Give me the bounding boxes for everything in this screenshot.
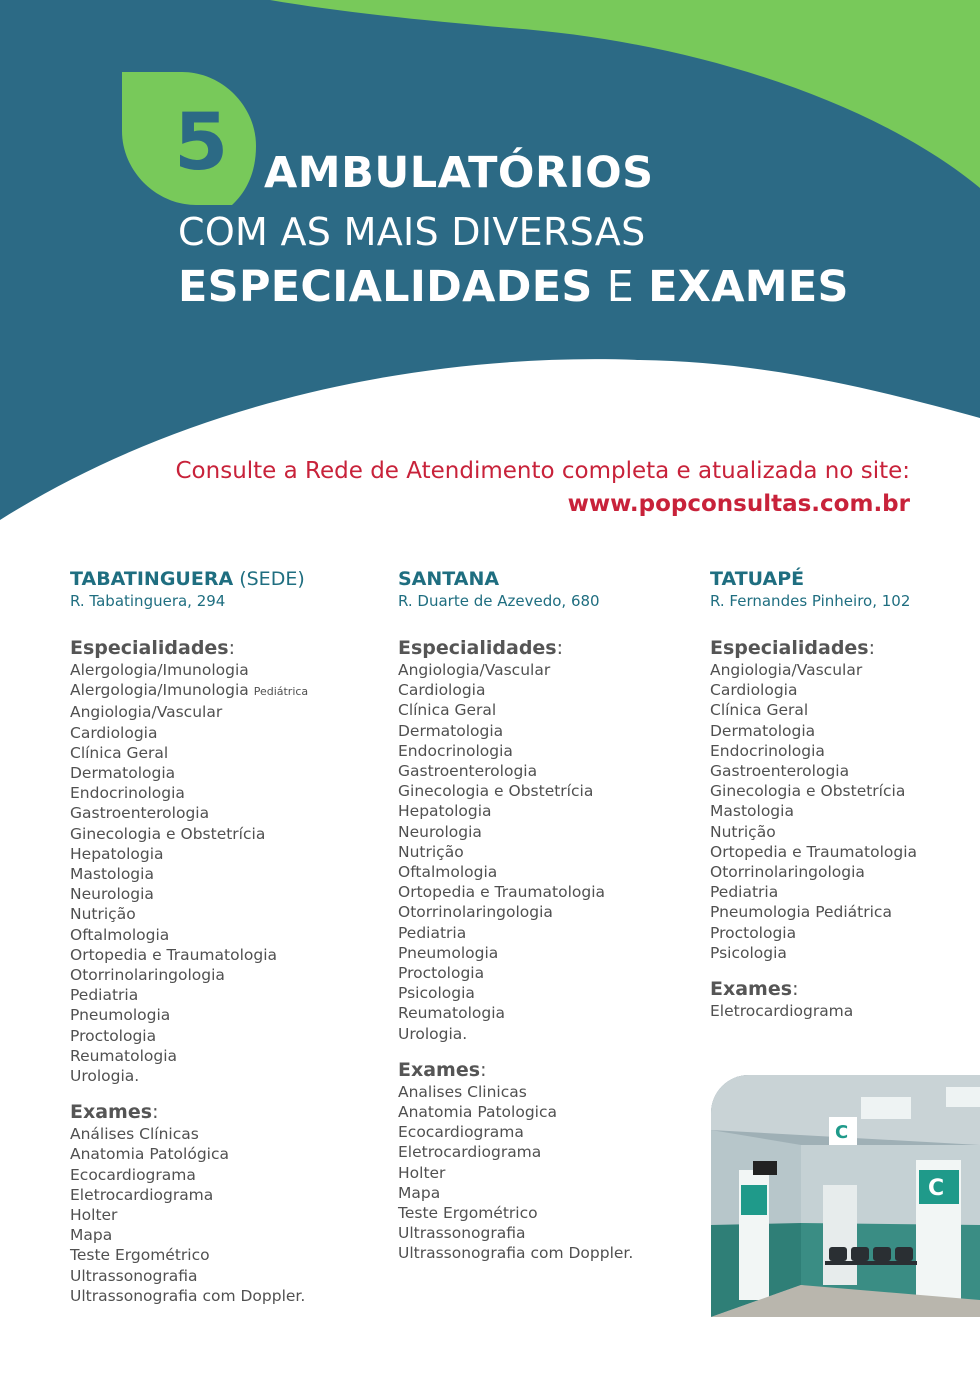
list-item: Eletrocardiograma [398, 1143, 542, 1162]
list-item: Psicologia [710, 943, 787, 962]
unit-column-tatuape [710, 568, 917, 1021]
hero-title-connector: E [592, 262, 649, 312]
list-item: Otorrinolaringologia [710, 863, 865, 882]
especialidades-list [70, 660, 308, 1086]
consult-block [176, 455, 911, 521]
list-item: Dermatologia [70, 764, 176, 783]
exames-list [710, 1001, 917, 1021]
list-item: Ultrassonografia [398, 1224, 526, 1243]
especialidades-heading: Especialidades: [398, 637, 564, 659]
list-item: Cardiologia [398, 681, 486, 700]
unit-address: R. Fernandes Pinheiro, 102 [710, 592, 911, 610]
list-item: Holter [70, 1206, 118, 1225]
list-item: Clínica Geral [710, 701, 809, 720]
list-item: Pediatria [70, 986, 139, 1005]
list-item: Anatomia Patologica [398, 1103, 557, 1122]
list-item: Proctologia [70, 1026, 157, 1045]
unit-tag: (SEDE) [233, 568, 305, 590]
list-item: Ultrassonografia [70, 1266, 198, 1285]
list-item: Urologia. [70, 1067, 140, 1086]
unit-name: SANTANA [398, 568, 500, 590]
list-item: Clínica Geral [70, 743, 169, 762]
ceiling-sign-letter: C [835, 1122, 849, 1143]
list-item: Ortopedia e Traumatologia [70, 945, 278, 964]
list-item: Gastroenterologia [710, 762, 850, 781]
list-item: Cardiologia [710, 681, 798, 700]
list-item: Dermatologia [398, 721, 504, 740]
list-item: Pneumologia [70, 1006, 171, 1025]
unit-column-tabatinguera [70, 568, 308, 1306]
unit-name [70, 568, 308, 590]
unit-name-text: TABATINGUERA [70, 568, 234, 590]
list-item: Angiologia/Vascular [70, 703, 223, 722]
list-item: Reumatologia [398, 1004, 506, 1023]
hero-title-exames: EXAMES [648, 262, 849, 312]
list-item: Ginecologia e Obstetrícia [70, 824, 266, 843]
list-item: Ginecologia e Obstetrícia [398, 782, 594, 801]
list-item: Ecocardiograma [398, 1123, 524, 1142]
list-item: Angiologia/Vascular [398, 661, 551, 679]
list-item: Clínica Geral [398, 701, 497, 720]
exames-heading: Exames: [398, 1058, 487, 1081]
list-item: Alergologia/Imunologia [70, 661, 249, 679]
list-item: Mastologia [70, 865, 154, 884]
hero-number: 5 [174, 98, 229, 188]
list-item: Endocrinologia [70, 784, 185, 803]
list-item: Hepatologia [70, 844, 164, 863]
list-item: Gastroenterologia [398, 762, 538, 781]
list-item: Teste Ergométrico [70, 1246, 210, 1265]
list-item: Mastologia [710, 802, 794, 821]
list-item: Análises Clínicas [70, 1125, 199, 1144]
list-item: Gastroenterologia [70, 804, 210, 823]
list-item: Hepatologia [398, 802, 492, 821]
exames-heading: Exames: [710, 978, 799, 1001]
clinic-waiting-room-photo [711, 1075, 980, 1317]
especialidades-heading: Especialidades: [70, 637, 236, 659]
website-link[interactable]: www.popconsultas.com.br [567, 491, 910, 517]
list-item: Alergologia/Imunologia Pediátrica [70, 681, 309, 700]
list-item: Ultrassonografia com Doppler. [398, 1244, 634, 1263]
list-item: Endocrinologia [398, 741, 513, 760]
list-item: Pneumologia Pediátrica [710, 903, 892, 922]
list-item: Eletrocardiograma [710, 1002, 854, 1021]
list-item: Endocrinologia [710, 741, 825, 760]
list-item: Pediatria [398, 923, 467, 942]
list-item: Ginecologia e Obstetrícia [710, 782, 906, 801]
list-item: Ultrassonografia com Doppler. [70, 1286, 306, 1305]
list-item: Urologia. [398, 1024, 468, 1043]
list-item: Oftalmologia [70, 925, 170, 944]
list-item: Neurologia [70, 885, 154, 904]
list-item: Pediatria [710, 883, 779, 902]
unit-name: TATUAPÉ [710, 568, 805, 590]
list-item: Oftalmologia [398, 863, 498, 882]
list-item: Psicologia [398, 984, 475, 1003]
list-item: Analises Clinicas [398, 1082, 527, 1101]
unit-address: R. Duarte de Azevedo, 680 [398, 592, 600, 610]
list-item: Ortopedia e Traumatologia [398, 883, 606, 902]
especialidades-list [710, 660, 917, 963]
list-item: Proctologia [398, 964, 485, 983]
exames-list [398, 1082, 633, 1264]
hero-title-line2: COM AS MAIS DIVERSAS [178, 210, 646, 254]
list-item: Reumatologia [70, 1046, 178, 1065]
list-item: Nutrição [710, 822, 776, 841]
consult-text: Consulte a Rede de Atendimento completa e atualizada no site: [175, 458, 910, 484]
list-item: Mapa [70, 1226, 113, 1245]
list-item: Proctologia [710, 923, 797, 942]
pediatrica-note: Pediátrica [253, 685, 309, 699]
exames-heading: Exames: [70, 1101, 159, 1124]
list-item: Ortopedia e Traumatologia [710, 842, 918, 861]
especialidades-list [398, 660, 633, 1044]
unit-address: R. Tabatinguera, 294 [70, 592, 226, 610]
list-item: Pneumologia [398, 943, 499, 962]
list-item: Anatomia Patológica [70, 1145, 229, 1164]
hero-title-line3 [178, 264, 849, 311]
unit-column-santana [398, 568, 633, 1264]
list-item: Angiologia/Vascular [710, 661, 863, 679]
list-item: Nutrição [70, 905, 136, 924]
list-item: Nutrição [398, 842, 464, 861]
clinic-room-illustration [711, 1075, 980, 1317]
list-item: Dermatologia [710, 721, 816, 740]
exames-list [70, 1124, 308, 1306]
hero-title-especialidades: ESPECIALIDADES [178, 262, 593, 312]
list-item: Eletrocardiograma [70, 1185, 214, 1204]
list-item: Cardiologia [70, 723, 158, 742]
list-item: Otorrinolaringologia [398, 903, 553, 922]
list-item: Mapa [398, 1183, 441, 1202]
hero-title-line1: AMBULATÓRIOS [264, 148, 654, 198]
list-item: Neurologia [398, 822, 482, 841]
list-item: Teste Ergométrico [398, 1204, 538, 1223]
banner-c-letter: C [928, 1176, 945, 1201]
list-item: Otorrinolaringologia [70, 966, 225, 985]
especialidades-heading: Especialidades: [710, 637, 876, 659]
list-item: Ecocardiograma [70, 1165, 196, 1184]
list-item: Holter [398, 1163, 446, 1182]
